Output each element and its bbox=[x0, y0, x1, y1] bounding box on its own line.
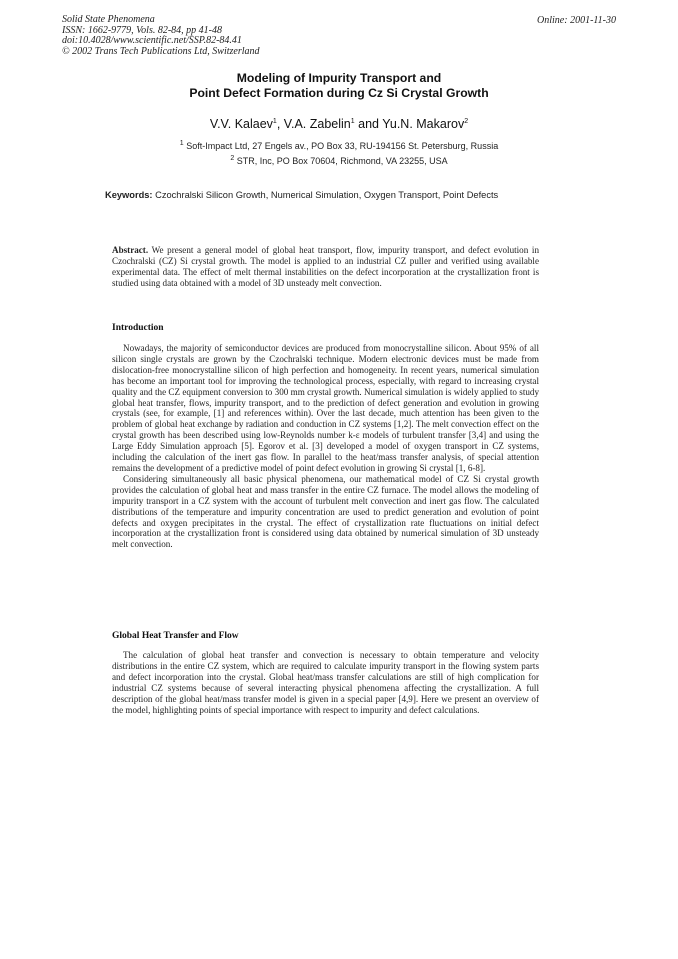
doi-line: doi:10.4028/www.scientific.net/SSP.82-84.41 bbox=[62, 35, 242, 46]
paragraph: The calculation of global heat transfer and convection is necessary to obtain temperature and velocity distributions in the entire CZ system, which are required to calculate impurity transport in the flowing system parts and defect incorporation into the crystal. Global heat/mass transfer calculations are still of high complication for industrial CZ systems because of several interacting physical phenomena affecting the crystallization. A full description of the global heat/mass transfer model is given in a special paper [4,9]. Here we present an overview of the model, highlighting points of special importance with respect to impurity and defect calculations. bbox=[112, 650, 539, 715]
paper-title bbox=[0, 71, 678, 101]
affiliation-mark: 1 bbox=[179, 140, 184, 147]
affiliation-mark: 2 bbox=[230, 155, 235, 162]
keywords-text: Czochralski Silicon Growth, Numerical Simulation, Oxygen Transport, Point Defects bbox=[155, 190, 499, 200]
author-affiliation-mark: 2 bbox=[464, 117, 469, 125]
author-name: Yu.N. Makarov bbox=[382, 117, 465, 131]
journal-header bbox=[62, 15, 260, 57]
introduction-body bbox=[112, 343, 539, 550]
affiliation-text: Soft-Impact Ltd, 27 Engels av., PO Box 33, RU-194156 St. Petersburg, Russia bbox=[186, 141, 499, 151]
online-date: Online: 2001-11-30 bbox=[537, 15, 616, 26]
section-heading-global-heat: Global Heat Transfer and Flow bbox=[112, 631, 239, 641]
author-name: V.V. Kalaev bbox=[209, 117, 273, 131]
paragraph: Considering simultaneously all basic physical phenomena, our mathematical model of CZ Si crystal growth provides the calculation of global heat and mass transfer in the entire CZ furnace. The model allows the modeling of impurity transport in a CZ system with the account of turbulent melt convection and inert gas flow. The calculated distributions of the temperature and impurity concentration are used to predict generation and evolution of point defects and oxygen precipitates in the crystal. The effect of crystallization rate fluctuations on initial defect incorporation at the crystallization front is considered using data obtained by numerical simulation of 3D unsteady melt convection. bbox=[112, 473, 539, 550]
author-separator: and bbox=[354, 117, 383, 131]
affiliation-2 bbox=[0, 156, 678, 166]
title-line-2: Point Defect Formation during Cz Si Crystal Growth bbox=[189, 86, 489, 100]
author-affiliation-mark: 1 bbox=[272, 117, 277, 125]
copyright-line: © 2002 Trans Tech Publications Ltd, Switzerland bbox=[62, 45, 260, 57]
global-heat-body bbox=[112, 650, 539, 715]
issn-line: ISSN: 1662-9779, Vols. 82-84, pp 41-48 bbox=[62, 24, 222, 36]
paragraph: Nowadays, the majority of semiconductor devices are produced from monocrystalline silicon. About 95% of all silicon single crystals are grown by the Czochralski technique. Modern electronic devices must be made from dislocation-free monocrystalline silicon of high perfection and homogeneity. In recent years, numerical simulation has become an important tool for improving the technological process, especially, with regard to increasing crystal quality and the CZ equipment conversion to 300 mm crystal growth. Numerical simulation is widely applied to study global heat transfer, flows, impurity transport, and to the prediction of defect generation and evolution in growing crystals (see, for example, [1] and references within). Over the last decade, much attention has been given to the problem of global heat exchange by radiation and conduction in CZ systems [1,2]. The melt convection effect on the crystal growth has been described using low-Reynolds number k-ε models of turbulent transfer [3,4] and using the Large Eddy Simulation approach [5]. Egorov et al. [3] developed a model of oxygen transport in CZ systems, including the calculation of the inert gas flow. In parallel to the heat/mass transfer analysis, of special attention remains the development of a predictive model of point defect evolution in growing Si crystal [1, 6-8]. bbox=[112, 343, 539, 473]
author-list bbox=[0, 117, 678, 131]
author-name: V.A. Zabelin bbox=[283, 117, 351, 131]
abstract-text: We present a general model of global heat transport, flow, impurity transport, and defect evolution in Czochralski (CZ) Si crystal growth. The model is applied to an industrial CZ puller and verified using available experimental data. The effect of melt thermal instabilities on the defect incorporation at the crystallization front is studied using data obtained with a model of 3D unsteady melt convection. bbox=[112, 245, 539, 288]
abstract bbox=[112, 245, 539, 289]
affiliation-text: STR, Inc, PO Box 70604, Richmond, VA 23255, USA bbox=[236, 156, 448, 166]
author-affiliation-mark: 1 bbox=[350, 117, 355, 125]
affiliation-1 bbox=[0, 141, 678, 151]
title-line-1: Modeling of Impurity Transport and bbox=[236, 71, 442, 85]
author-separator: , bbox=[276, 117, 284, 131]
keywords bbox=[105, 190, 498, 200]
journal-name: Solid State Phenomena bbox=[62, 14, 155, 25]
abstract-label: Abstract. bbox=[112, 245, 149, 255]
section-heading-introduction: Introduction bbox=[112, 323, 164, 333]
keywords-label: Keywords: bbox=[105, 190, 153, 200]
